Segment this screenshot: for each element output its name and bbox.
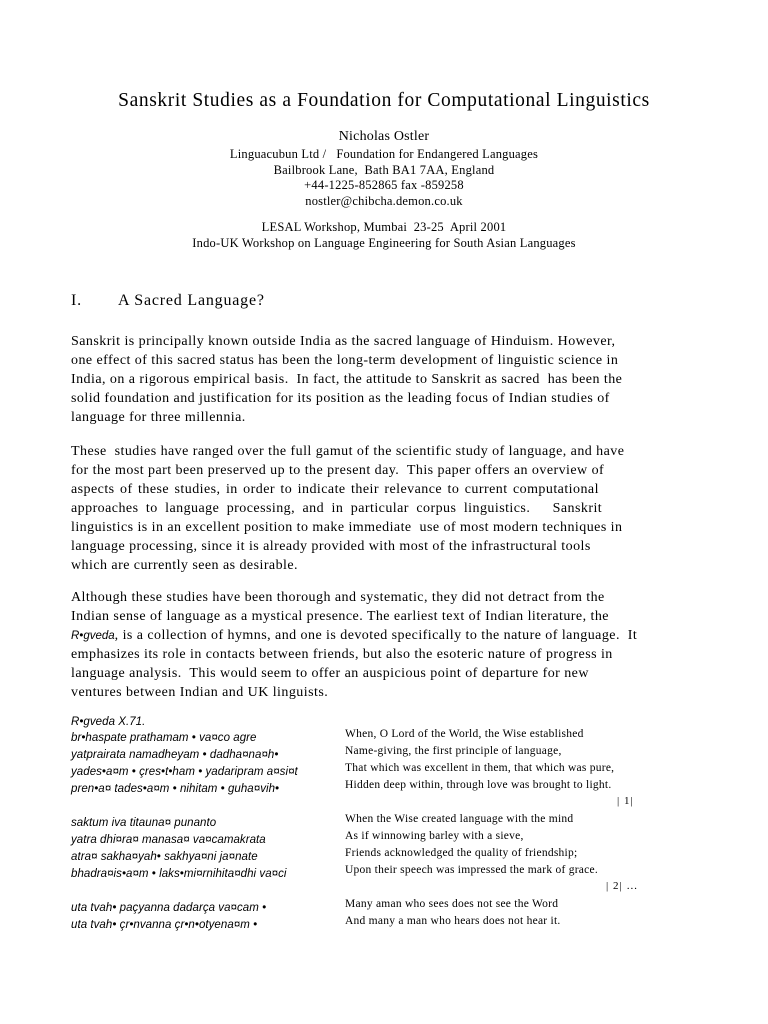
verse-stanza-1-sanskrit (71, 730, 298, 798)
paragraph-line: ventures between Indian and UK linguists. (71, 685, 329, 700)
paragraph-line: emphasizes its role in contacts between friends, but also the esoteric nature of progress in (71, 647, 613, 662)
stanza-2-number: | 2| … (606, 880, 639, 892)
paragraph-line: for the most part been preserved up to the present day. This paper offers an overview of (71, 463, 605, 478)
section-title: A Sacred Language? (118, 292, 265, 309)
author-name: Nicholas Ostler (338, 129, 430, 144)
stanza-1-number: | 1| (617, 795, 634, 807)
verse-line: atra¤ sakha¤yah• sakhya¤ni ja¤nate (71, 851, 258, 863)
verse-line: Hidden deep within, through love was brought to light. (345, 779, 612, 791)
paragraph-2 (71, 442, 699, 575)
verse-line: That which was excellent in them, that which was pure, (345, 762, 615, 774)
paragraph-line: language analysis. This would seem to offer an auspicious point of departure for new (71, 666, 589, 681)
paper-title: Sanskrit Studies as a Foundation for Computational Linguistics (118, 90, 650, 111)
section-number: I. (71, 292, 82, 309)
paragraph-line: Although these studies have been thorough and systematic, they did not detract from the (71, 590, 605, 605)
verse-source: R•gveda X.71. (71, 716, 146, 728)
paragraph-line: linguistics is in an excellent position to make immediate use of most modern techniques in (71, 520, 623, 535)
section-heading (71, 292, 265, 310)
paragraph-line: language processing, since it is already provided with most of the infrastructural tools (71, 539, 591, 554)
verse-stanza-2-sanskrit (71, 815, 287, 883)
paragraph-line: language for three millennia. (71, 410, 246, 425)
verse-line: uta tvah• çr•nvanna çr•n•otyena¤m • (71, 919, 258, 931)
workshop-line-1: LESAL Workshop, Mumbai 23-25 April 2001 (261, 220, 507, 234)
verse-line: pren•a¤ tades•a¤m • nihitam • guha¤vih• (71, 783, 280, 795)
verse-line: bhadra¤is•a¤m • laks•mi¤rnihita¤dhi va¤ci (71, 868, 287, 880)
verse-line: When the Wise created language with the mind (345, 813, 574, 825)
paragraph-line: Sanskrit is principally known outside India as the sacred language of Hinduism. However, (71, 334, 616, 349)
paragraph-line: aspects of these studies, in order to indicate their relevance to current computational (71, 482, 599, 497)
affiliation: Linguacubun Ltd / Foundation for Endangered Languages (229, 147, 539, 161)
verse-line: br•haspate prathamam • va¤co agre (71, 732, 257, 744)
verse-line: Friends acknowledged the quality of friendship; (345, 847, 578, 859)
verse-stanza-1-english (345, 726, 614, 794)
verse-stanza-3-english (345, 896, 561, 930)
verse-line: saktum iva titauna¤ punanto (71, 817, 217, 829)
verse-line: As if winnowing barley with a sieve, (345, 830, 524, 842)
verse-line: yades•a¤m • çres•t•ham • yadaripram a¤si¤t (71, 766, 298, 778)
workshop-line-2: Indo-UK Workshop on Language Engineering for South Asian Languages (192, 235, 576, 250)
paragraph-line: solid foundation and justification for its position as the leading focus of Indian studies of (71, 391, 610, 406)
verse-line: And many a man who hears does not hear it. (345, 915, 561, 927)
address: Bailbrook Lane, Bath BA1 7AA, England (273, 162, 495, 177)
verse-stanza-3-sanskrit (71, 900, 266, 934)
author-block (0, 127, 768, 209)
paragraph-1 (71, 332, 699, 427)
verse-line: Many aman who sees does not see the Word (345, 898, 559, 910)
paragraph-line (71, 626, 699, 645)
verse-line: uta tvah• paçyanna dadarça va¤cam • (71, 902, 267, 914)
verse-line: yatra dhi¤ra¤ manasa¤ va¤camakrata (71, 834, 266, 846)
email: nostler@chibcha.demon.co.uk (305, 193, 463, 208)
verse-line: Upon their speech was impressed the mark of grace. (345, 864, 598, 876)
verse-line: yatprairata namadheyam • dadha¤na¤h• (71, 749, 279, 761)
paragraph-line: India, on a rigorous empirical basis. In fact, the attitude to Sanskrit as sacred has been the (71, 372, 623, 387)
paragraph-line: These studies have ranged over the full gamut of the scientific study of language, and have (71, 444, 625, 459)
phone: +44-1225-852865 fax -859258 (304, 178, 464, 192)
paragraph-line: one effect of this sacred status has been the long-term development of linguistic science in (71, 353, 619, 368)
paragraph-3 (71, 588, 699, 702)
paragraph-line: approaches to language processing, and in particular corpus linguistics. Sanskrit (71, 501, 603, 516)
paragraph-line: Indian sense of language as a mystical presence. The earliest text of Indian literature, the (71, 609, 609, 624)
paragraph-line: which are currently seen as desirable. (71, 558, 299, 573)
verse-line: Name-giving, the first principle of language, (345, 745, 562, 757)
verse-line: When, O Lord of the World, the Wise established (345, 728, 584, 740)
rgveda-term: R•gveda (71, 630, 115, 642)
paragraph-line-rest: , is a collection of hymns, and one is devoted specifically to the nature of language. It (114, 628, 638, 643)
workshop-block (0, 220, 768, 251)
verse-stanza-2-english (345, 811, 598, 879)
